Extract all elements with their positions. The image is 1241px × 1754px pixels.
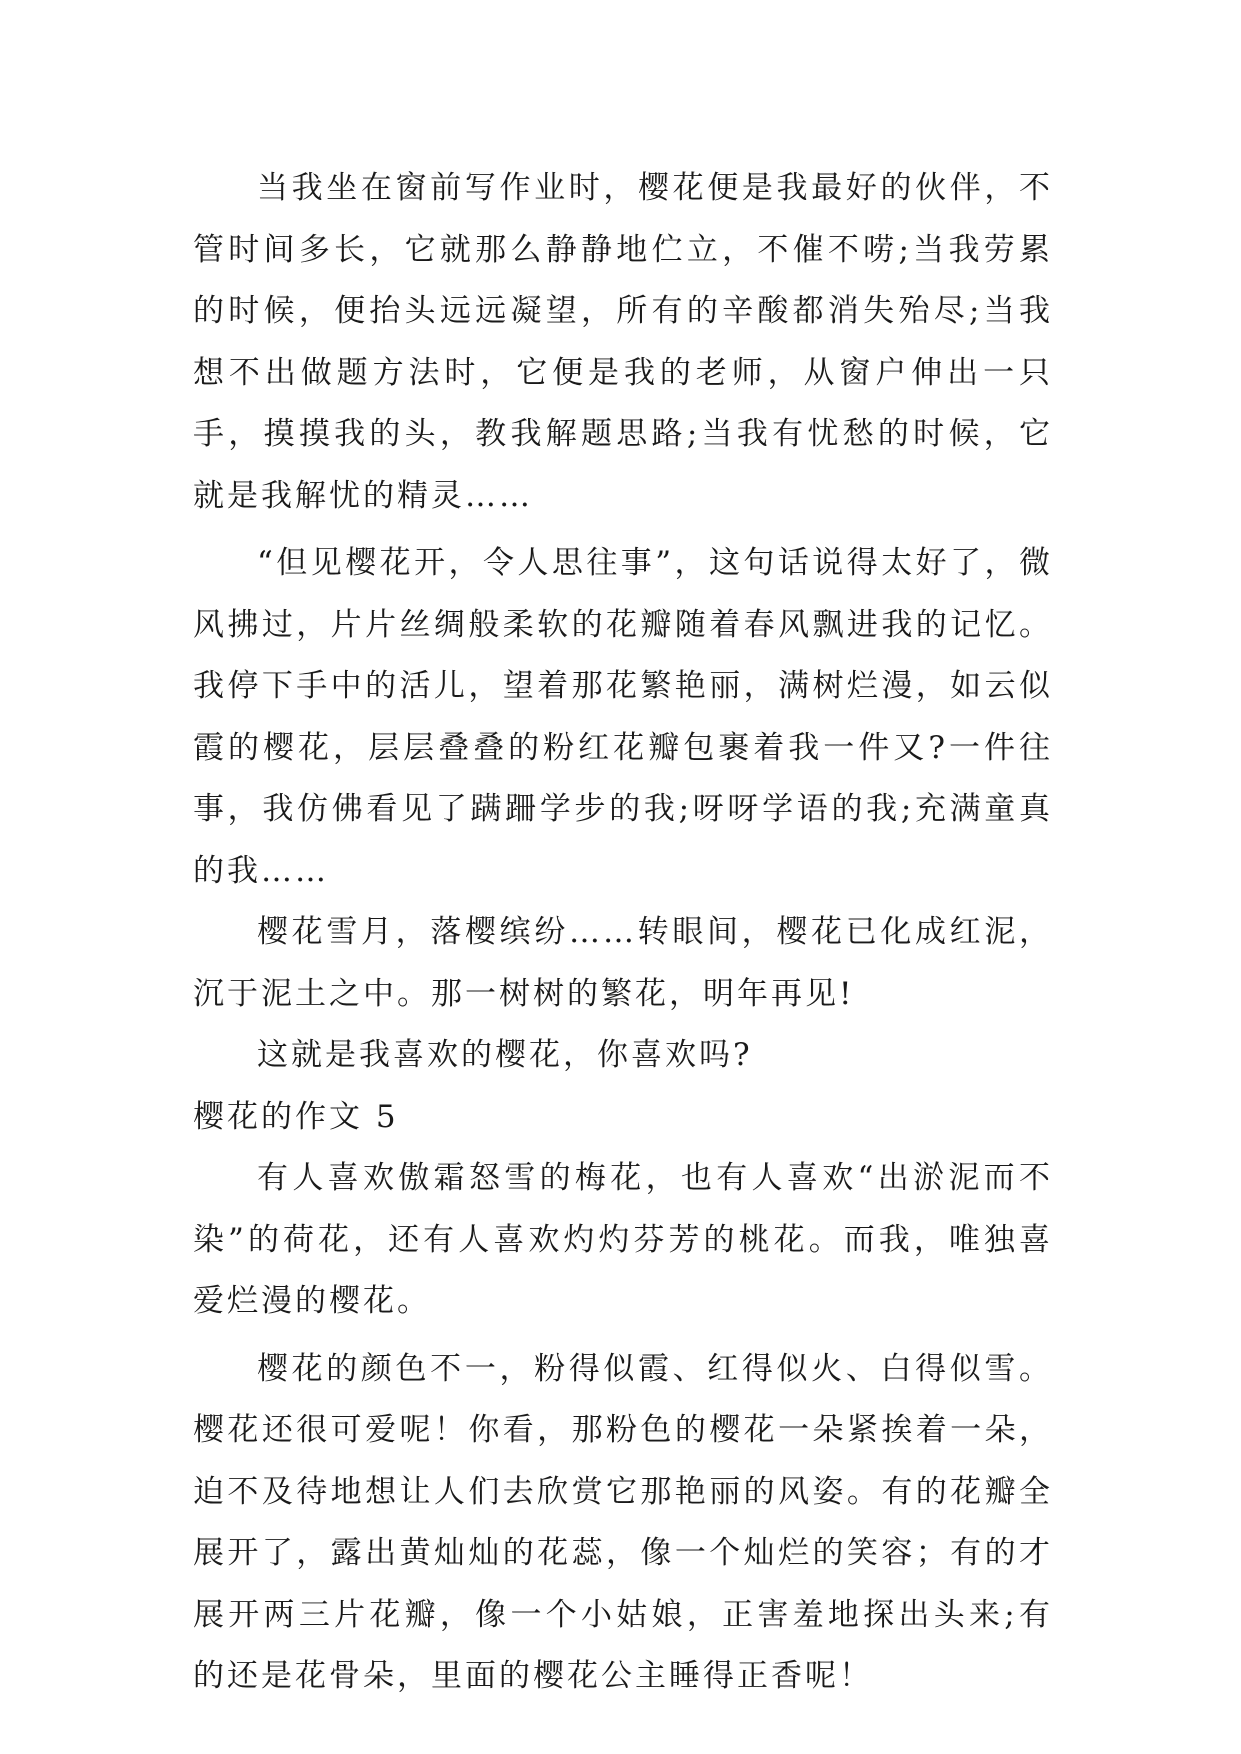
paragraph-falling-blossoms: 樱花雪月，落樱缤纷……转眼间，樱花已化成红泥，沉于泥土之中。那一树树的繁花，明年再见!	[193, 914, 1053, 1012]
document-body	[193, 158, 1053, 1708]
paragraph-memories: “但见樱花开，令人思往事”，这句话说得太好了，微风拂过，片片丝绸般柔软的花瓣随着春风飘进我的记忆。我停下手中的活儿，望着那花繁艳丽，满树烂漫，如云似霞的樱花，层层叠叠的粉红花瓣包裹着我一件又?一件往事，我仿佛看见了蹒跚学步的我;呀呀学语的我;充满童真的我……	[193, 545, 1053, 889]
essay-heading: 樱花的作文 5	[193, 1098, 399, 1135]
paragraph-study-companion: 当我坐在窗前写作业时，樱花便是我最好的伙伴，不管时间多长，它就那么静静地伫立，不催不唠;当我劳累的时候，便抬头远远凝望，所有的辛酸都消失殆尽;当我想不出做题方法时，它便是我的老师，从窗户伸出一只手，摸摸我的头，教我解题思路;当我有忧愁的时候，它就是我解忧的精灵……	[193, 170, 1053, 514]
paragraph-closing-question: 这就是我喜欢的樱花，你喜欢吗?	[257, 1037, 753, 1073]
paragraph-flower-preferences: 有人喜欢傲霜怒雪的梅花，也有人喜欢“出淤泥而不染”的荷花，还有人喜欢灼灼芬芳的桃花。而我，唯独喜爱烂漫的樱花。	[193, 1160, 1053, 1319]
paragraph-blossom-colors: 樱花的颜色不一，粉得似霞、红得似火、白得似雪。樱花还很可爱呢！你看，那粉色的樱花一朵紧挨着一朵，迫不及待地想让人们去欣赏它那艳丽的风姿。有的花瓣全展开了，露出黄灿灿的花蕊，像一个灿烂的笑容；有的才展开两三片花瓣，像一个小姑娘，正害羞地探出头来;有的还是花骨朵，里面的樱花公主睡得正香呢！	[193, 1350, 1053, 1694]
